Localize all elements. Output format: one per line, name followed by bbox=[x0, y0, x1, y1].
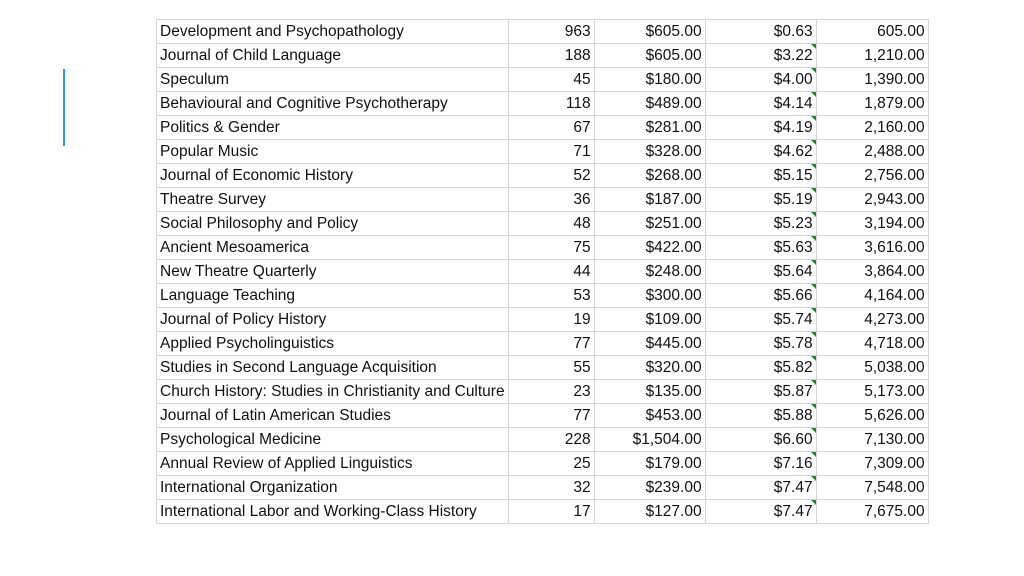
cumulative-cell[interactable] bbox=[816, 332, 928, 356]
comment-indicator-icon[interactable] bbox=[811, 188, 817, 194]
ratio-cell-text: $3.22 bbox=[773, 47, 813, 64]
count-cell-text: 44 bbox=[573, 263, 591, 280]
journal-name-cell-text: Ancient Mesoamerica bbox=[160, 239, 310, 256]
count-cell-text: 228 bbox=[564, 431, 591, 448]
ratio-cell-text: $7.47 bbox=[773, 479, 813, 496]
ratio-cell-text: $5.23 bbox=[773, 215, 813, 232]
price-cell[interactable] bbox=[594, 164, 705, 188]
price-cell[interactable] bbox=[594, 500, 705, 524]
count-cell-text: 75 bbox=[573, 239, 591, 256]
journal-name-cell-text: Theatre Survey bbox=[160, 191, 266, 208]
ratio-cell-text: $4.00 bbox=[773, 71, 813, 88]
table-row bbox=[157, 404, 929, 428]
count-cell[interactable] bbox=[508, 500, 594, 524]
comment-indicator-icon[interactable] bbox=[811, 164, 817, 170]
count-cell[interactable] bbox=[508, 44, 594, 68]
ratio-cell-text: $4.14 bbox=[773, 95, 813, 112]
price-cell-text: $445.00 bbox=[645, 335, 702, 352]
journal-name-cell[interactable] bbox=[157, 68, 509, 92]
count-cell[interactable] bbox=[508, 236, 594, 260]
count-cell[interactable] bbox=[508, 476, 594, 500]
ratio-cell[interactable] bbox=[705, 212, 816, 236]
ratio-cell[interactable] bbox=[705, 380, 816, 404]
cumulative-cell[interactable] bbox=[816, 92, 928, 116]
ratio-cell-text: $5.64 bbox=[773, 263, 813, 280]
count-cell[interactable] bbox=[508, 356, 594, 380]
journal-name-cell[interactable] bbox=[157, 476, 509, 500]
cumulative-cell[interactable] bbox=[816, 44, 928, 68]
ratio-cell-text: $7.16 bbox=[773, 455, 813, 472]
price-cell[interactable] bbox=[594, 68, 705, 92]
price-cell[interactable] bbox=[594, 356, 705, 380]
cumulative-cell-text: 2,943.00 bbox=[864, 191, 925, 208]
journal-name-cell[interactable] bbox=[157, 20, 509, 44]
cumulative-cell[interactable] bbox=[816, 164, 928, 188]
journal-name-cell[interactable] bbox=[157, 260, 509, 284]
price-cell-text: $127.00 bbox=[645, 503, 702, 520]
ratio-cell-text: $5.66 bbox=[773, 287, 813, 304]
ratio-cell[interactable] bbox=[705, 44, 816, 68]
table-row bbox=[157, 260, 929, 284]
price-cell[interactable] bbox=[594, 212, 705, 236]
cumulative-cell-text: 2,160.00 bbox=[864, 119, 925, 136]
price-cell-text: $135.00 bbox=[645, 383, 702, 400]
journal-name-cell-text: Popular Music bbox=[160, 143, 259, 160]
comment-indicator-icon[interactable] bbox=[811, 452, 817, 458]
ratio-cell[interactable] bbox=[705, 164, 816, 188]
cumulative-cell[interactable] bbox=[816, 476, 928, 500]
ratio-cell[interactable] bbox=[705, 476, 816, 500]
price-cell-text: $1,504.00 bbox=[632, 431, 702, 448]
comment-indicator-icon[interactable] bbox=[811, 284, 817, 290]
comment-indicator-icon[interactable] bbox=[811, 332, 817, 338]
table-row bbox=[157, 188, 929, 212]
count-cell[interactable] bbox=[508, 68, 594, 92]
ratio-cell-text: $0.63 bbox=[773, 23, 813, 40]
cumulative-cell[interactable] bbox=[816, 140, 928, 164]
journal-name-cell-text: Psychological Medicine bbox=[160, 431, 322, 448]
ratio-cell-text: $5.19 bbox=[773, 191, 813, 208]
journal-name-cell[interactable] bbox=[157, 452, 509, 476]
comment-indicator-icon[interactable] bbox=[811, 44, 817, 50]
table-row bbox=[157, 452, 929, 476]
journal-name-cell-text: Development and Psychopathology bbox=[160, 23, 404, 40]
journal-name-cell[interactable] bbox=[157, 404, 509, 428]
price-cell[interactable] bbox=[594, 284, 705, 308]
ratio-cell[interactable] bbox=[705, 236, 816, 260]
comment-indicator-icon[interactable] bbox=[811, 116, 817, 122]
count-cell-text: 963 bbox=[564, 23, 591, 40]
comment-indicator-icon[interactable] bbox=[811, 356, 817, 362]
journal-name-cell[interactable] bbox=[157, 332, 509, 356]
price-cell[interactable] bbox=[594, 332, 705, 356]
ratio-cell[interactable] bbox=[705, 428, 816, 452]
cumulative-cell[interactable] bbox=[816, 380, 928, 404]
table-row bbox=[157, 476, 929, 500]
cumulative-cell[interactable] bbox=[816, 500, 928, 524]
ratio-cell[interactable] bbox=[705, 332, 816, 356]
journal-name-cell[interactable] bbox=[157, 356, 509, 380]
journal-name-cell[interactable] bbox=[157, 116, 509, 140]
table-row bbox=[157, 164, 929, 188]
count-cell[interactable] bbox=[508, 380, 594, 404]
count-cell[interactable] bbox=[508, 20, 594, 44]
price-cell-text: $489.00 bbox=[645, 95, 702, 112]
cumulative-cell[interactable] bbox=[816, 116, 928, 140]
count-cell-text: 32 bbox=[573, 479, 591, 496]
journal-name-cell-text: Politics & Gender bbox=[160, 119, 280, 136]
cumulative-cell[interactable] bbox=[816, 212, 928, 236]
price-cell-text: $422.00 bbox=[645, 239, 702, 256]
table-row bbox=[157, 332, 929, 356]
price-cell-text: $180.00 bbox=[645, 71, 702, 88]
count-cell[interactable] bbox=[508, 284, 594, 308]
comment-indicator-icon[interactable] bbox=[811, 476, 817, 482]
count-cell[interactable] bbox=[508, 212, 594, 236]
table-row bbox=[157, 428, 929, 452]
price-cell[interactable] bbox=[594, 140, 705, 164]
price-cell[interactable] bbox=[594, 20, 705, 44]
journal-name-cell-text: Applied Psycholinguistics bbox=[160, 335, 335, 352]
price-cell[interactable] bbox=[594, 236, 705, 260]
journal-name-cell[interactable] bbox=[157, 284, 509, 308]
ratio-cell-text: $6.60 bbox=[773, 431, 813, 448]
price-cell[interactable] bbox=[594, 404, 705, 428]
ratio-cell[interactable] bbox=[705, 20, 816, 44]
journal-name-cell-text: International Organization bbox=[160, 479, 338, 496]
count-cell-text: 52 bbox=[573, 167, 591, 184]
journal-cost-table bbox=[156, 19, 929, 524]
price-cell-text: $248.00 bbox=[645, 263, 702, 280]
journal-name-cell[interactable] bbox=[157, 44, 509, 68]
ratio-cell-text: $5.15 bbox=[773, 167, 813, 184]
price-cell-text: $328.00 bbox=[645, 143, 702, 160]
ratio-cell[interactable] bbox=[705, 500, 816, 524]
table-row bbox=[157, 236, 929, 260]
journal-name-cell[interactable] bbox=[157, 236, 509, 260]
comment-indicator-icon[interactable] bbox=[811, 308, 817, 314]
price-cell-text: $300.00 bbox=[645, 287, 702, 304]
count-cell-text: 71 bbox=[573, 143, 591, 160]
ratio-cell-text: $5.82 bbox=[773, 359, 813, 376]
cumulative-cell[interactable] bbox=[816, 428, 928, 452]
ratio-cell[interactable] bbox=[705, 188, 816, 212]
cumulative-cell-text: 4,273.00 bbox=[864, 311, 925, 328]
journal-name-cell-text: New Theatre Quarterly bbox=[160, 263, 317, 280]
ratio-cell[interactable] bbox=[705, 260, 816, 284]
count-cell[interactable] bbox=[508, 260, 594, 284]
ratio-cell-text: $7.47 bbox=[773, 503, 813, 520]
price-cell[interactable] bbox=[594, 260, 705, 284]
price-cell-text: $239.00 bbox=[645, 479, 702, 496]
price-cell-text: $251.00 bbox=[645, 215, 702, 232]
count-cell[interactable] bbox=[508, 140, 594, 164]
cumulative-cell-text: 3,194.00 bbox=[864, 215, 925, 232]
journal-name-cell[interactable] bbox=[157, 140, 509, 164]
journal-name-cell-text: Studies in Second Language Acquisition bbox=[160, 359, 437, 376]
cumulative-cell[interactable] bbox=[816, 20, 928, 44]
cumulative-cell-text: 5,626.00 bbox=[864, 407, 925, 424]
table-row bbox=[157, 20, 929, 44]
price-cell-text: $268.00 bbox=[645, 167, 702, 184]
count-cell-text: 55 bbox=[573, 359, 591, 376]
count-cell[interactable] bbox=[508, 452, 594, 476]
journal-name-cell[interactable] bbox=[157, 92, 509, 116]
journal-name-cell[interactable] bbox=[157, 212, 509, 236]
cumulative-cell[interactable] bbox=[816, 260, 928, 284]
count-cell-text: 19 bbox=[573, 311, 591, 328]
cumulative-cell[interactable] bbox=[816, 404, 928, 428]
count-cell[interactable] bbox=[508, 308, 594, 332]
ratio-cell[interactable] bbox=[705, 68, 816, 92]
cumulative-cell-text: 5,038.00 bbox=[864, 359, 925, 376]
table-row bbox=[157, 380, 929, 404]
table-row bbox=[157, 92, 929, 116]
cumulative-cell-text: 3,864.00 bbox=[864, 263, 925, 280]
price-cell[interactable] bbox=[594, 428, 705, 452]
comment-indicator-icon[interactable] bbox=[811, 92, 817, 98]
price-cell-text: $453.00 bbox=[645, 407, 702, 424]
ratio-cell-text: $5.63 bbox=[773, 239, 813, 256]
accent-bar bbox=[63, 69, 65, 146]
journal-name-cell-text: Journal of Policy History bbox=[160, 311, 327, 328]
journal-name-cell[interactable] bbox=[157, 308, 509, 332]
journal-name-cell[interactable] bbox=[157, 500, 509, 524]
journal-name-cell-text: Journal of Child Language bbox=[160, 47, 341, 64]
cumulative-cell-text: 1,879.00 bbox=[864, 95, 925, 112]
journal-name-cell[interactable] bbox=[157, 380, 509, 404]
cumulative-cell-text: 3,616.00 bbox=[864, 239, 925, 256]
journal-name-cell-text: Church History: Studies in Christianity and Culture bbox=[160, 383, 505, 400]
ratio-cell[interactable] bbox=[705, 404, 816, 428]
table-row bbox=[157, 44, 929, 68]
price-cell[interactable] bbox=[594, 188, 705, 212]
comment-indicator-icon[interactable] bbox=[811, 260, 817, 266]
count-cell-text: 53 bbox=[573, 287, 591, 304]
table-row bbox=[157, 68, 929, 92]
price-cell[interactable] bbox=[594, 44, 705, 68]
comment-indicator-icon[interactable] bbox=[811, 68, 817, 74]
cumulative-cell[interactable] bbox=[816, 284, 928, 308]
price-cell-text: $605.00 bbox=[645, 23, 702, 40]
price-cell[interactable] bbox=[594, 92, 705, 116]
ratio-cell[interactable] bbox=[705, 356, 816, 380]
count-cell-text: 25 bbox=[573, 455, 591, 472]
price-cell-text: $320.00 bbox=[645, 359, 702, 376]
comment-indicator-icon[interactable] bbox=[811, 500, 817, 506]
cumulative-cell-text: 7,309.00 bbox=[864, 455, 925, 472]
table-row bbox=[157, 500, 929, 524]
count-cell[interactable] bbox=[508, 116, 594, 140]
count-cell[interactable] bbox=[508, 164, 594, 188]
ratio-cell-text: $5.78 bbox=[773, 335, 813, 352]
cumulative-cell[interactable] bbox=[816, 68, 928, 92]
cumulative-cell-text: 2,488.00 bbox=[864, 143, 925, 160]
journal-name-cell[interactable] bbox=[157, 164, 509, 188]
journal-name-cell-text: Behavioural and Cognitive Psychotherapy bbox=[160, 95, 448, 112]
price-cell-text: $281.00 bbox=[645, 119, 702, 136]
ratio-cell-text: $4.19 bbox=[773, 119, 813, 136]
count-cell-text: 118 bbox=[565, 95, 591, 112]
ratio-cell[interactable] bbox=[705, 308, 816, 332]
journal-name-cell-text: Social Philosophy and Policy bbox=[160, 215, 359, 232]
cumulative-cell-text: 605.00 bbox=[877, 23, 925, 40]
journal-name-cell-text: International Labor and Working-Class History bbox=[160, 503, 477, 520]
cumulative-cell-text: 4,164.00 bbox=[864, 287, 925, 304]
comment-indicator-icon[interactable] bbox=[811, 380, 817, 386]
price-cell[interactable] bbox=[594, 380, 705, 404]
ratio-cell-text: $5.87 bbox=[773, 383, 813, 400]
cumulative-cell-text: 4,718.00 bbox=[864, 335, 925, 352]
cumulative-cell[interactable] bbox=[816, 308, 928, 332]
price-cell[interactable] bbox=[594, 308, 705, 332]
journal-name-cell[interactable] bbox=[157, 188, 509, 212]
ratio-cell[interactable] bbox=[705, 452, 816, 476]
cumulative-cell[interactable] bbox=[816, 356, 928, 380]
price-cell-text: $605.00 bbox=[645, 47, 702, 64]
table-row bbox=[157, 212, 929, 236]
journal-name-cell-text: Journal of Latin American Studies bbox=[160, 407, 391, 424]
journal-name-cell-text: Annual Review of Applied Linguistics bbox=[160, 455, 413, 472]
price-cell-text: $109.00 bbox=[645, 311, 702, 328]
cumulative-cell[interactable] bbox=[816, 188, 928, 212]
journal-name-cell-text: Speculum bbox=[160, 71, 229, 88]
count-cell-text: 17 bbox=[573, 503, 591, 520]
count-cell-text: 188 bbox=[564, 47, 591, 64]
count-cell-text: 45 bbox=[573, 71, 591, 88]
table-row bbox=[157, 356, 929, 380]
ratio-cell-text: $5.74 bbox=[773, 311, 813, 328]
count-cell-text: 77 bbox=[573, 407, 591, 424]
table-row bbox=[157, 308, 929, 332]
count-cell-text: 36 bbox=[573, 191, 591, 208]
comment-indicator-icon[interactable] bbox=[811, 404, 817, 410]
ratio-cell-text: $5.88 bbox=[773, 407, 813, 424]
price-cell[interactable] bbox=[594, 116, 705, 140]
ratio-cell[interactable] bbox=[705, 284, 816, 308]
comment-indicator-icon[interactable] bbox=[811, 236, 817, 242]
journal-name-cell[interactable] bbox=[157, 428, 509, 452]
price-cell-text: $179.00 bbox=[645, 455, 702, 472]
cumulative-cell-text: 7,548.00 bbox=[864, 479, 925, 496]
price-cell[interactable] bbox=[594, 476, 705, 500]
count-cell[interactable] bbox=[508, 332, 594, 356]
count-cell[interactable] bbox=[508, 404, 594, 428]
table-row bbox=[157, 284, 929, 308]
table-body bbox=[157, 20, 929, 524]
journal-table-container bbox=[156, 19, 929, 524]
ratio-cell[interactable] bbox=[705, 116, 816, 140]
table-row bbox=[157, 116, 929, 140]
cumulative-cell[interactable] bbox=[816, 452, 928, 476]
price-cell-text: $187.00 bbox=[645, 191, 702, 208]
count-cell-text: 48 bbox=[573, 215, 591, 232]
count-cell[interactable] bbox=[508, 188, 594, 212]
cumulative-cell-text: 1,210.00 bbox=[864, 47, 925, 64]
count-cell-text: 77 bbox=[573, 335, 591, 352]
count-cell[interactable] bbox=[508, 428, 594, 452]
cumulative-cell-text: 7,675.00 bbox=[864, 503, 925, 520]
cumulative-cell-text: 1,390.00 bbox=[864, 71, 925, 88]
count-cell[interactable] bbox=[508, 92, 594, 116]
comment-indicator-icon[interactable] bbox=[811, 428, 817, 434]
cumulative-cell-text: 7,130.00 bbox=[864, 431, 925, 448]
cumulative-cell-text: 5,173.00 bbox=[864, 383, 925, 400]
table-row bbox=[157, 140, 929, 164]
price-cell[interactable] bbox=[594, 452, 705, 476]
comment-indicator-icon[interactable] bbox=[811, 212, 817, 218]
count-cell-text: 67 bbox=[573, 119, 591, 136]
ratio-cell[interactable] bbox=[705, 140, 816, 164]
cumulative-cell-text: 2,756.00 bbox=[864, 167, 925, 184]
comment-indicator-icon[interactable] bbox=[811, 140, 817, 146]
cumulative-cell[interactable] bbox=[816, 236, 928, 260]
ratio-cell[interactable] bbox=[705, 92, 816, 116]
ratio-cell-text: $4.62 bbox=[773, 143, 813, 160]
journal-name-cell-text: Language Teaching bbox=[160, 287, 296, 304]
count-cell-text: 23 bbox=[573, 383, 591, 400]
journal-name-cell-text: Journal of Economic History bbox=[160, 167, 353, 184]
